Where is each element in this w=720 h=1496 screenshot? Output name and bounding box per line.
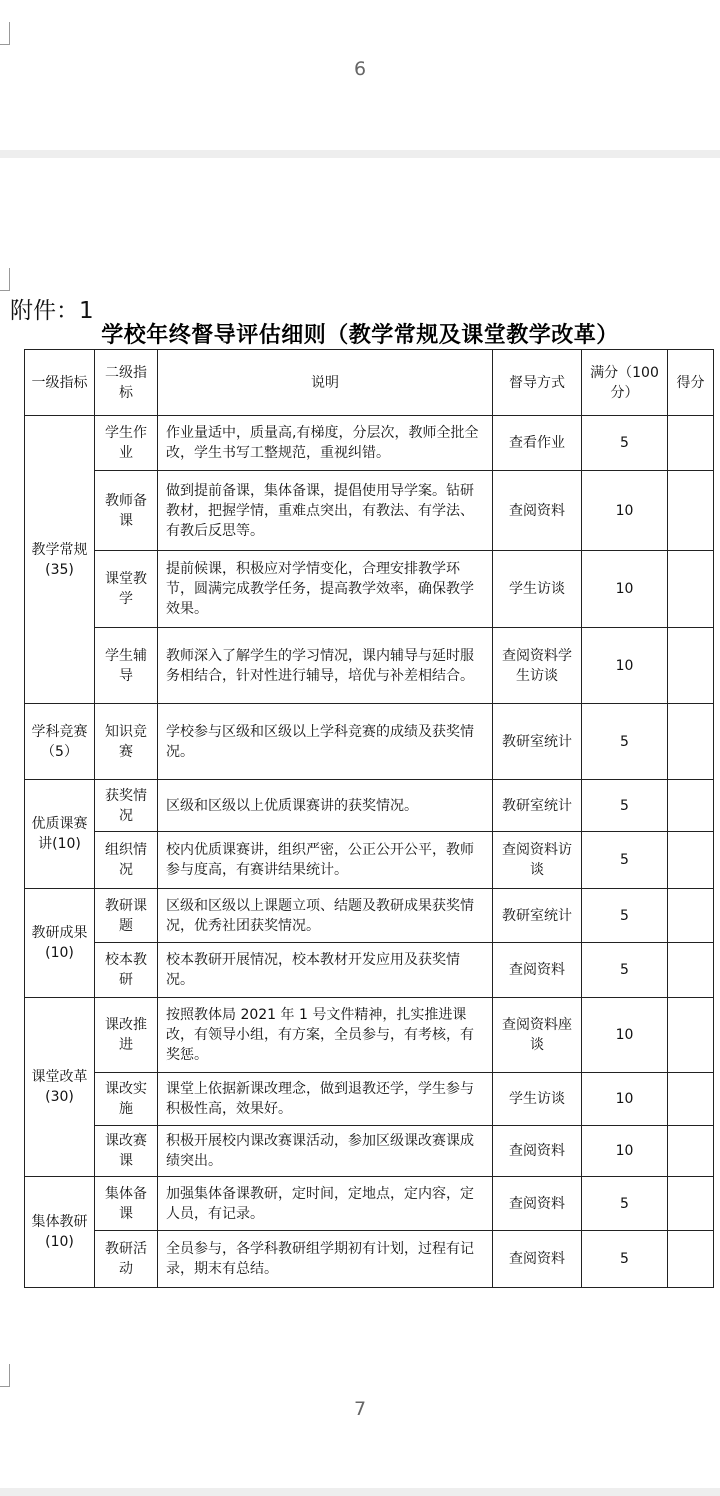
table-row (25, 943, 714, 998)
score-cell (668, 1231, 714, 1288)
description-cell: 加强集体备课教研，定时间，定地点，定内容，定人员，有记录。 (158, 1177, 493, 1231)
description-cell: 区级和区级以上课题立项、结题及教研成果获奖情况，优秀社团获奖情况。 (158, 889, 493, 943)
description-cell: 作业量适中，质量高,有梯度，分层次，教师全批全改，学生书写工整规范，重视纠错。 (158, 416, 493, 471)
table-header-row (25, 350, 714, 416)
table-row (25, 998, 714, 1073)
page-corner-mark (0, 22, 10, 45)
header-level2: 二级指标 (95, 350, 158, 416)
group-label: 优质课赛讲(10) (25, 780, 95, 889)
table-row (25, 471, 714, 551)
sub-indicator: 学生辅导 (95, 628, 158, 704)
group-label: 集体教研(10) (25, 1177, 95, 1288)
score-cell (668, 998, 714, 1073)
sub-indicator: 集体备课 (95, 1177, 158, 1231)
table-row (25, 551, 714, 628)
header-score: 得分 (668, 350, 714, 416)
table-row (25, 704, 714, 780)
description-cell: 按照教体局 2021 年 1 号文件精神，扎实推进课改，有领导小组，有方案，全员参与，有考核，有奖惩。 (158, 998, 493, 1073)
method-cell: 查阅资料学生访谈 (493, 628, 582, 704)
table-row (25, 628, 714, 704)
method-cell: 查阅资料 (493, 943, 582, 998)
description-cell: 校本教研开展情况，校本教材开发应用及获奖情况。 (158, 943, 493, 998)
score-cell (668, 889, 714, 943)
page-gap (0, 1488, 720, 1496)
table-row (25, 1177, 714, 1231)
score-cell (668, 704, 714, 780)
full-score-cell: 5 (582, 704, 668, 780)
evaluation-table (24, 349, 714, 1288)
score-cell (668, 1177, 714, 1231)
full-score-cell: 5 (582, 832, 668, 889)
description-cell: 积极开展校内课改赛课活动，参加区级课改赛课成绩突出。 (158, 1126, 493, 1177)
page-gap (0, 150, 720, 158)
sub-indicator: 教师备课 (95, 471, 158, 551)
method-cell: 查阅资料座谈 (493, 998, 582, 1073)
header-description: 说明 (158, 350, 493, 416)
description-cell: 校内优质课赛讲，组织严密，公正公开公平，教师参与度高，有赛讲结果统计。 (158, 832, 493, 889)
score-cell (668, 628, 714, 704)
method-cell: 教研室统计 (493, 780, 582, 832)
table-row (25, 832, 714, 889)
attachment-label: 附件：1 (10, 298, 94, 324)
header-full-score: 满分（100分） (582, 350, 668, 416)
page-corner-mark (0, 268, 10, 291)
method-cell: 查阅资料 (493, 1231, 582, 1288)
full-score-cell: 5 (582, 1177, 668, 1231)
score-cell (668, 416, 714, 471)
table-row (25, 889, 714, 943)
page-number-bottom: 7 (353, 1398, 367, 1420)
full-score-cell: 10 (582, 628, 668, 704)
method-cell: 学生访谈 (493, 1073, 582, 1126)
method-cell: 学生访谈 (493, 551, 582, 628)
score-cell (668, 832, 714, 889)
method-cell: 教研室统计 (493, 704, 582, 780)
table-row (25, 1231, 714, 1288)
group-label: 教学常规(35) (25, 416, 95, 704)
score-cell (668, 1126, 714, 1177)
sub-indicator: 学生作业 (95, 416, 158, 471)
sub-indicator: 课堂教学 (95, 551, 158, 628)
sub-indicator: 获奖情况 (95, 780, 158, 832)
full-score-cell: 5 (582, 889, 668, 943)
document-title: 学校年终督导评估细则（教学常规及课堂教学改革） (101, 323, 619, 348)
table-row (25, 1073, 714, 1126)
sub-indicator: 课改赛课 (95, 1126, 158, 1177)
table-row (25, 416, 714, 471)
method-cell: 查阅资料 (493, 1177, 582, 1231)
score-cell (668, 780, 714, 832)
table-row (25, 1126, 714, 1177)
score-cell (668, 943, 714, 998)
score-cell (668, 551, 714, 628)
page-corner-mark (0, 1364, 10, 1387)
score-cell (668, 1073, 714, 1126)
method-cell: 查阅资料 (493, 1126, 582, 1177)
description-cell: 学校参与区级和区级以上学科竞赛的成绩及获奖情况。 (158, 704, 493, 780)
method-cell: 查阅资料访谈 (493, 832, 582, 889)
page-number-top: 6 (353, 58, 367, 80)
group-label: 教研成果(10) (25, 889, 95, 998)
full-score-cell: 10 (582, 998, 668, 1073)
full-score-cell: 10 (582, 1073, 668, 1126)
description-cell: 全员参与，各学科教研组学期初有计划，过程有记录，期末有总结。 (158, 1231, 493, 1288)
full-score-cell: 5 (582, 943, 668, 998)
sub-indicator: 教研活动 (95, 1231, 158, 1288)
full-score-cell: 10 (582, 471, 668, 551)
description-cell: 课堂上依据新课改理念，做到退教还学，学生参与积极性高，效果好。 (158, 1073, 493, 1126)
description-cell: 提前候课，积极应对学情变化，合理安排教学环节，圆满完成教学任务，提高教学效率，确保教学效果。 (158, 551, 493, 628)
full-score-cell: 5 (582, 416, 668, 471)
full-score-cell: 10 (582, 551, 668, 628)
sub-indicator: 校本教研 (95, 943, 158, 998)
method-cell: 教研室统计 (493, 889, 582, 943)
description-cell: 教师深入了解学生的学习情况，课内辅导与延时服务相结合，针对性进行辅导，培优与补差相结合。 (158, 628, 493, 704)
sub-indicator: 组织情况 (95, 832, 158, 889)
method-cell: 查阅资料 (493, 471, 582, 551)
header-method: 督导方式 (493, 350, 582, 416)
full-score-cell: 5 (582, 780, 668, 832)
table-row (25, 780, 714, 832)
description-cell: 做到提前备课，集体备课，提倡使用导学案。钻研教材，把握学情，重难点突出，有教法、有学法、有教后反思等。 (158, 471, 493, 551)
header-level1: 一级指标 (25, 350, 95, 416)
group-label: 学科竞赛（5） (25, 704, 95, 780)
group-label: 课堂改革(30) (25, 998, 95, 1177)
sub-indicator: 课改实施 (95, 1073, 158, 1126)
sub-indicator: 课改推进 (95, 998, 158, 1073)
description-cell: 区级和区级以上优质课赛讲的获奖情况。 (158, 780, 493, 832)
full-score-cell: 10 (582, 1126, 668, 1177)
method-cell: 查看作业 (493, 416, 582, 471)
full-score-cell: 5 (582, 1231, 668, 1288)
sub-indicator: 知识竞赛 (95, 704, 158, 780)
score-cell (668, 471, 714, 551)
sub-indicator: 教研课题 (95, 889, 158, 943)
